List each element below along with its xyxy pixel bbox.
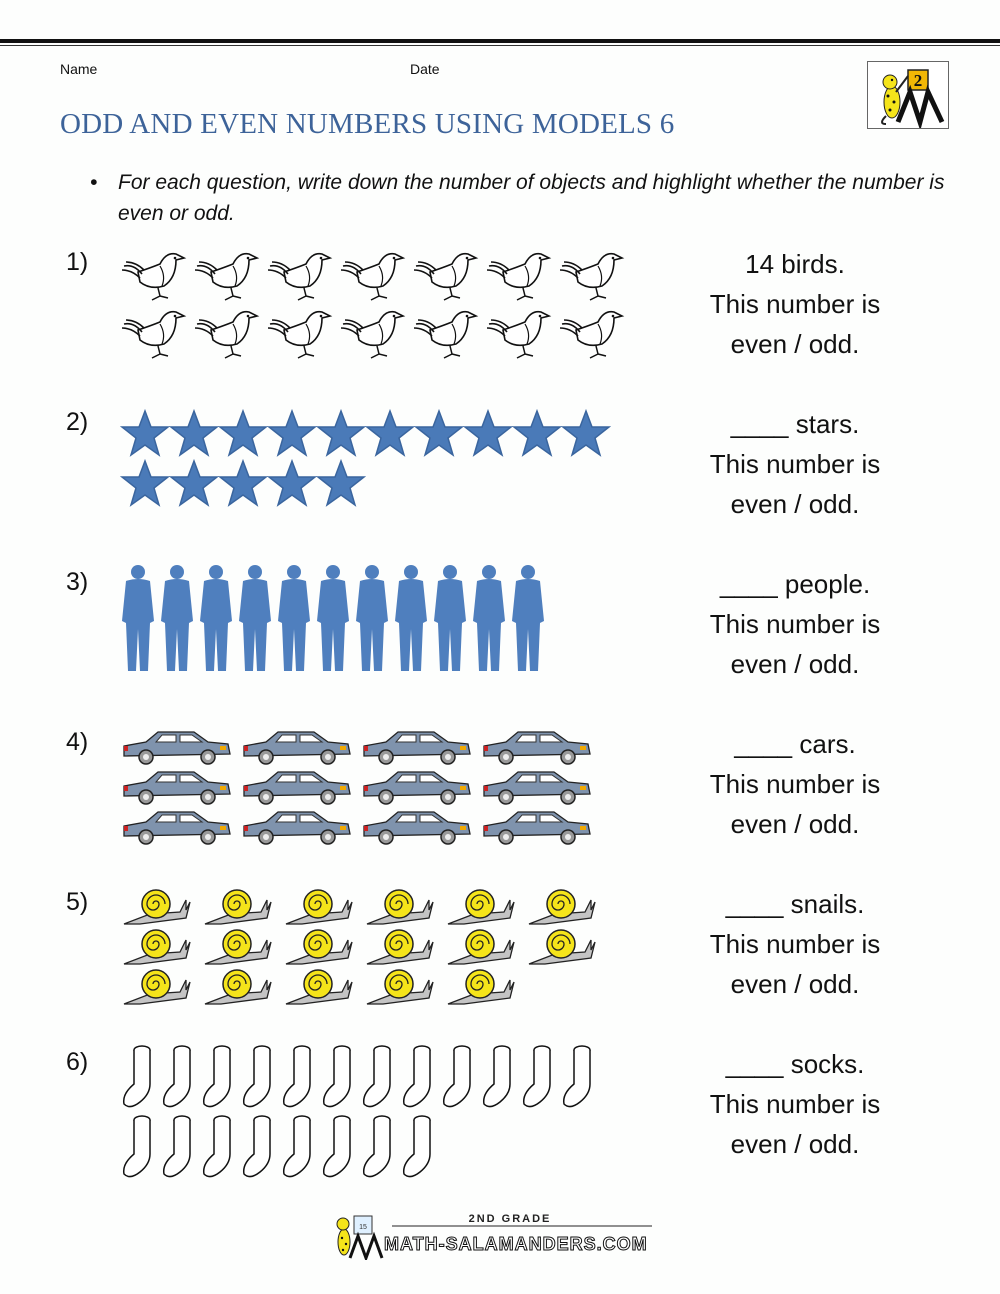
svg-text:15: 15	[359, 1224, 367, 1231]
car-models	[120, 728, 600, 848]
person-icon	[276, 563, 315, 675]
sock-icon	[160, 1114, 200, 1184]
snail-icon	[363, 968, 444, 1008]
star-icon	[316, 458, 365, 508]
top-rule-thick	[0, 39, 1000, 43]
person-icon	[159, 563, 198, 675]
car-icon	[120, 728, 240, 768]
count-line[interactable]: ____ cars.	[734, 729, 856, 759]
snail-icon	[201, 888, 282, 928]
sock-icon	[400, 1044, 440, 1114]
bird-icon	[412, 306, 485, 364]
question-number: 3)	[66, 568, 89, 596]
sock-icon	[360, 1044, 400, 1114]
number-is-line: This number is	[709, 449, 881, 479]
sock-icon	[200, 1044, 240, 1114]
number-is-line: This number is	[709, 769, 881, 799]
star-icon	[218, 408, 267, 458]
sock-icon	[200, 1114, 240, 1184]
car-icon	[120, 808, 240, 848]
instructions-text: For each question, write down the number of objects and highlight whether the number is even or odd.	[118, 171, 945, 225]
even-odd-choice[interactable]: even / odd.	[730, 649, 860, 679]
star-icon	[365, 408, 414, 458]
car-icon	[120, 768, 240, 808]
count-line[interactable]: ____ snails.	[725, 889, 865, 919]
even-odd-choice[interactable]: even / odd.	[730, 329, 860, 359]
star-icon	[120, 458, 169, 508]
sock-icon	[320, 1114, 360, 1184]
svg-text:MATH-SALAMANDERS.COM: MATH-SALAMANDERS.COM	[384, 1234, 648, 1254]
even-odd-choice[interactable]: even / odd.	[730, 969, 860, 999]
bird-icon	[266, 306, 339, 364]
answer-block	[680, 724, 910, 844]
answer-block	[680, 884, 910, 1004]
bird-icon	[485, 248, 558, 306]
snail-icon	[201, 968, 282, 1008]
sock-models	[120, 1044, 600, 1184]
top-rule-thin	[0, 45, 1000, 46]
snail-models	[120, 888, 606, 1008]
bird-models	[120, 248, 631, 364]
sock-icon	[240, 1044, 280, 1114]
snail-icon	[444, 888, 525, 928]
star-icon	[120, 408, 169, 458]
count-line[interactable]: ____ people.	[719, 569, 871, 599]
car-icon	[480, 768, 600, 808]
star-icon	[267, 458, 316, 508]
snail-icon	[363, 928, 444, 968]
bird-icon	[485, 306, 558, 364]
snail-icon	[120, 928, 201, 968]
even-odd-choice[interactable]: even / odd.	[730, 489, 860, 519]
even-odd-choice[interactable]: even / odd.	[730, 809, 860, 839]
footer-logo	[330, 1212, 660, 1260]
star-models	[120, 408, 610, 508]
sock-icon	[360, 1114, 400, 1184]
snail-icon	[444, 928, 525, 968]
bird-icon	[120, 248, 193, 306]
svg-text:2: 2	[913, 71, 923, 90]
name-label: Name	[60, 61, 98, 77]
snail-icon	[282, 888, 363, 928]
question-number: 2)	[66, 408, 89, 436]
svg-text:2ND GRADE: 2ND GRADE	[468, 1213, 552, 1225]
sock-icon	[400, 1114, 440, 1184]
person-icon	[354, 563, 393, 675]
salamander-logo	[867, 61, 949, 129]
sock-icon	[480, 1044, 520, 1114]
count-line[interactable]: ____ stars.	[730, 409, 860, 439]
person-icon	[120, 563, 159, 675]
sock-icon	[440, 1044, 480, 1114]
star-icon	[169, 458, 218, 508]
bird-icon	[558, 248, 631, 306]
answer-block	[680, 564, 910, 684]
car-icon	[240, 768, 360, 808]
person-icon	[393, 563, 432, 675]
bird-icon	[266, 248, 339, 306]
sock-icon	[120, 1044, 160, 1114]
question-number: 5)	[66, 888, 89, 916]
number-is-line: This number is	[709, 929, 881, 959]
bird-icon	[339, 306, 412, 364]
sock-icon	[520, 1044, 560, 1114]
number-is-line: This number is	[709, 289, 881, 319]
answer-block	[680, 1044, 910, 1164]
person-icon	[510, 563, 549, 675]
number-is-line: This number is	[709, 1089, 881, 1119]
person-icon	[471, 563, 510, 675]
snail-icon	[363, 888, 444, 928]
snail-icon	[525, 888, 606, 928]
person-icon	[432, 563, 471, 675]
bird-icon	[558, 306, 631, 364]
number-is-line: This number is	[709, 609, 881, 639]
sock-icon	[280, 1114, 320, 1184]
star-icon	[218, 458, 267, 508]
snail-icon	[282, 968, 363, 1008]
question-number: 6)	[66, 1048, 89, 1076]
snail-icon	[120, 968, 201, 1008]
page-title: ODD AND EVEN NUMBERS USING MODELS 6	[60, 108, 675, 140]
person-icon	[237, 563, 276, 675]
car-icon	[360, 808, 480, 848]
sock-icon	[320, 1044, 360, 1114]
car-icon	[360, 728, 480, 768]
star-icon	[561, 408, 610, 458]
snail-icon	[444, 968, 525, 1008]
star-icon	[463, 408, 512, 458]
bird-icon	[193, 306, 266, 364]
car-icon	[360, 768, 480, 808]
sock-icon	[160, 1044, 200, 1114]
answer-block	[680, 404, 910, 524]
star-icon	[169, 408, 218, 458]
person-models	[120, 563, 549, 675]
star-icon	[267, 408, 316, 458]
answer-block	[680, 244, 910, 364]
person-icon	[315, 563, 354, 675]
snail-icon	[201, 928, 282, 968]
snail-icon	[525, 928, 606, 968]
math-salamanders-footer-icon	[330, 1212, 660, 1260]
sock-icon	[280, 1044, 320, 1114]
bird-icon	[193, 248, 266, 306]
snail-icon	[282, 928, 363, 968]
instructions	[90, 167, 950, 229]
bird-icon	[120, 306, 193, 364]
sock-icon	[120, 1114, 160, 1184]
question-number: 1)	[66, 248, 89, 276]
person-icon	[198, 563, 237, 675]
bullet: •	[90, 171, 98, 194]
car-icon	[480, 808, 600, 848]
bird-icon	[339, 248, 412, 306]
star-icon	[316, 408, 365, 458]
count-line[interactable]: ____ socks.	[725, 1049, 865, 1079]
star-icon	[414, 408, 463, 458]
car-icon	[480, 728, 600, 768]
snail-icon	[120, 888, 201, 928]
count-line[interactable]: 14 birds.	[745, 249, 845, 279]
car-icon	[240, 808, 360, 848]
car-icon	[240, 728, 360, 768]
sock-icon	[560, 1044, 600, 1114]
even-odd-choice[interactable]: even / odd.	[730, 1129, 860, 1159]
question-number: 4)	[66, 728, 89, 756]
star-icon	[512, 408, 561, 458]
salamander-logo-icon	[868, 62, 948, 128]
bird-icon	[412, 248, 485, 306]
date-label: Date	[410, 61, 440, 77]
sock-icon	[240, 1114, 280, 1184]
